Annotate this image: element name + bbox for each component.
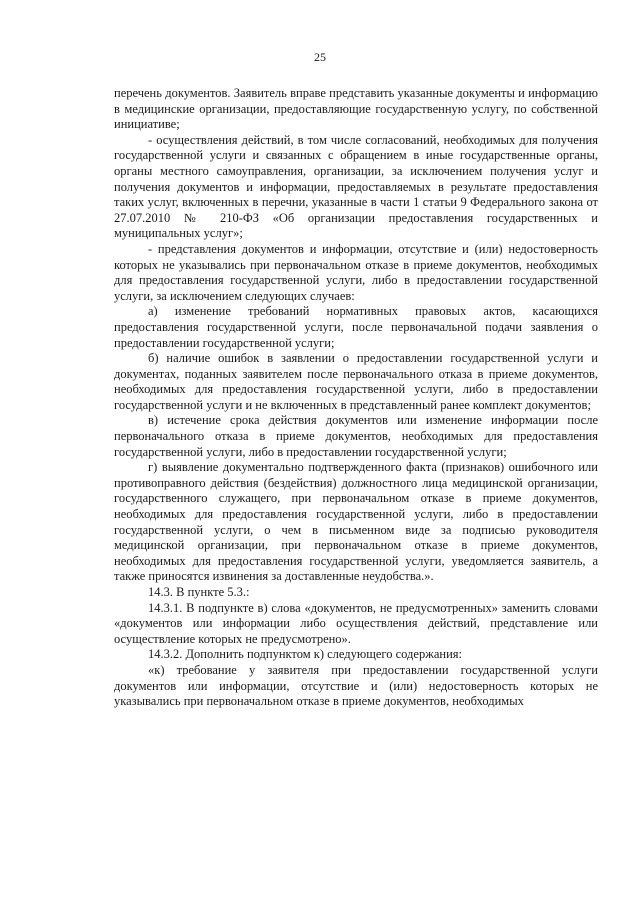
paragraph-subitem-g: г) выявление документально подтвержденного факта (признаков) ошибочного или противоправного действия (бездействия) должностного лица медицинской организации, государственного служащего, при первоначальном отказе в приеме документов, необходимых для предоставления государственной услуги, либо в предоставлении государственной услуги, о чем в письменном виде за подписью руководителя медицинской организации, при первоначальном отказе в приеме документов, необходимых для предоставления государственной услуги, уведомляется заявитель, а также приносятся извинения за доставленные неудобства.». xyxy=(114,460,598,584)
paragraph-subitem-v: в) истечение срока действия документов или изменение информации после первоначального отказа в приеме документов, необходимых для предоставления государственной услуги, либо в предоставлении государственной услуги; xyxy=(114,413,598,459)
paragraph-item-documents: - представления документов и информации, отсутствие и (или) недостоверность которых не указывались при первоначальном отказе в приеме документов, необходимых для предоставления государственной услуги, либо в предоставлении государственной услуги, за исключением следующих случаев: xyxy=(114,241,598,303)
page-number: 25 xyxy=(314,50,326,64)
paragraph-clause-14-3-2: 14.3.2. Дополнить подпунктом к) следующего содержания: xyxy=(148,647,463,662)
document-body xyxy=(114,86,598,710)
paragraph-subitem-a: а) изменение требований нормативных правовых актов, касающихся предоставления государственной услуги, после первоначальной подачи заявления о предоставлении государственной услуги; xyxy=(114,304,598,350)
paragraph-subitem-k: «к) требование у заявителя при предоставлении государственной услуги документов или информации, отсутствие и (или) недостоверность которых не указывались при первоначальном отказе в приеме документов, необходимых xyxy=(114,662,598,709)
paragraph-subitem-b: б) наличие ошибок в заявлении о предоставлении государственной услуги и документах, поданных заявителем после первоначального отказа в приеме документов, необходимых для предоставления государственной услуги, либо в предоставлении государственной услуги и не включенных в представленный ранее комплект документов; xyxy=(114,351,598,412)
paragraph-continuation: перечень документов. Заявитель вправе представить указанные документы и информацию в медицинские организации, предоставляющие государственную услугу, по собственной инициативе; xyxy=(114,86,598,132)
paragraph-clause-14-3: 14.3. В пункте 5.3.: xyxy=(148,585,250,599)
paragraph-item-actions: - осуществления действий, в том числе согласований, необходимых для получения государственной услуги и связанных с обращением в иные государственные органы, органы местного самоуправления, организации, за исключением получения услуг и получения документов и информации, предоставляемых в результате предоставления таких услуг, включенных в перечни, указанные в части 1 статьи 9 Федерального закона от 27.07.2010 № 210-ФЗ «Об организации предоставления государственных и муниципальных услуг»; xyxy=(114,132,598,241)
paragraph-clause-14-3-1: 14.3.1. В подпункте в) слова «документов, не предусмотренных» заменить словами «документов или информации либо осуществления действий, представление или осуществление которых не предусмотрено». xyxy=(114,600,598,646)
